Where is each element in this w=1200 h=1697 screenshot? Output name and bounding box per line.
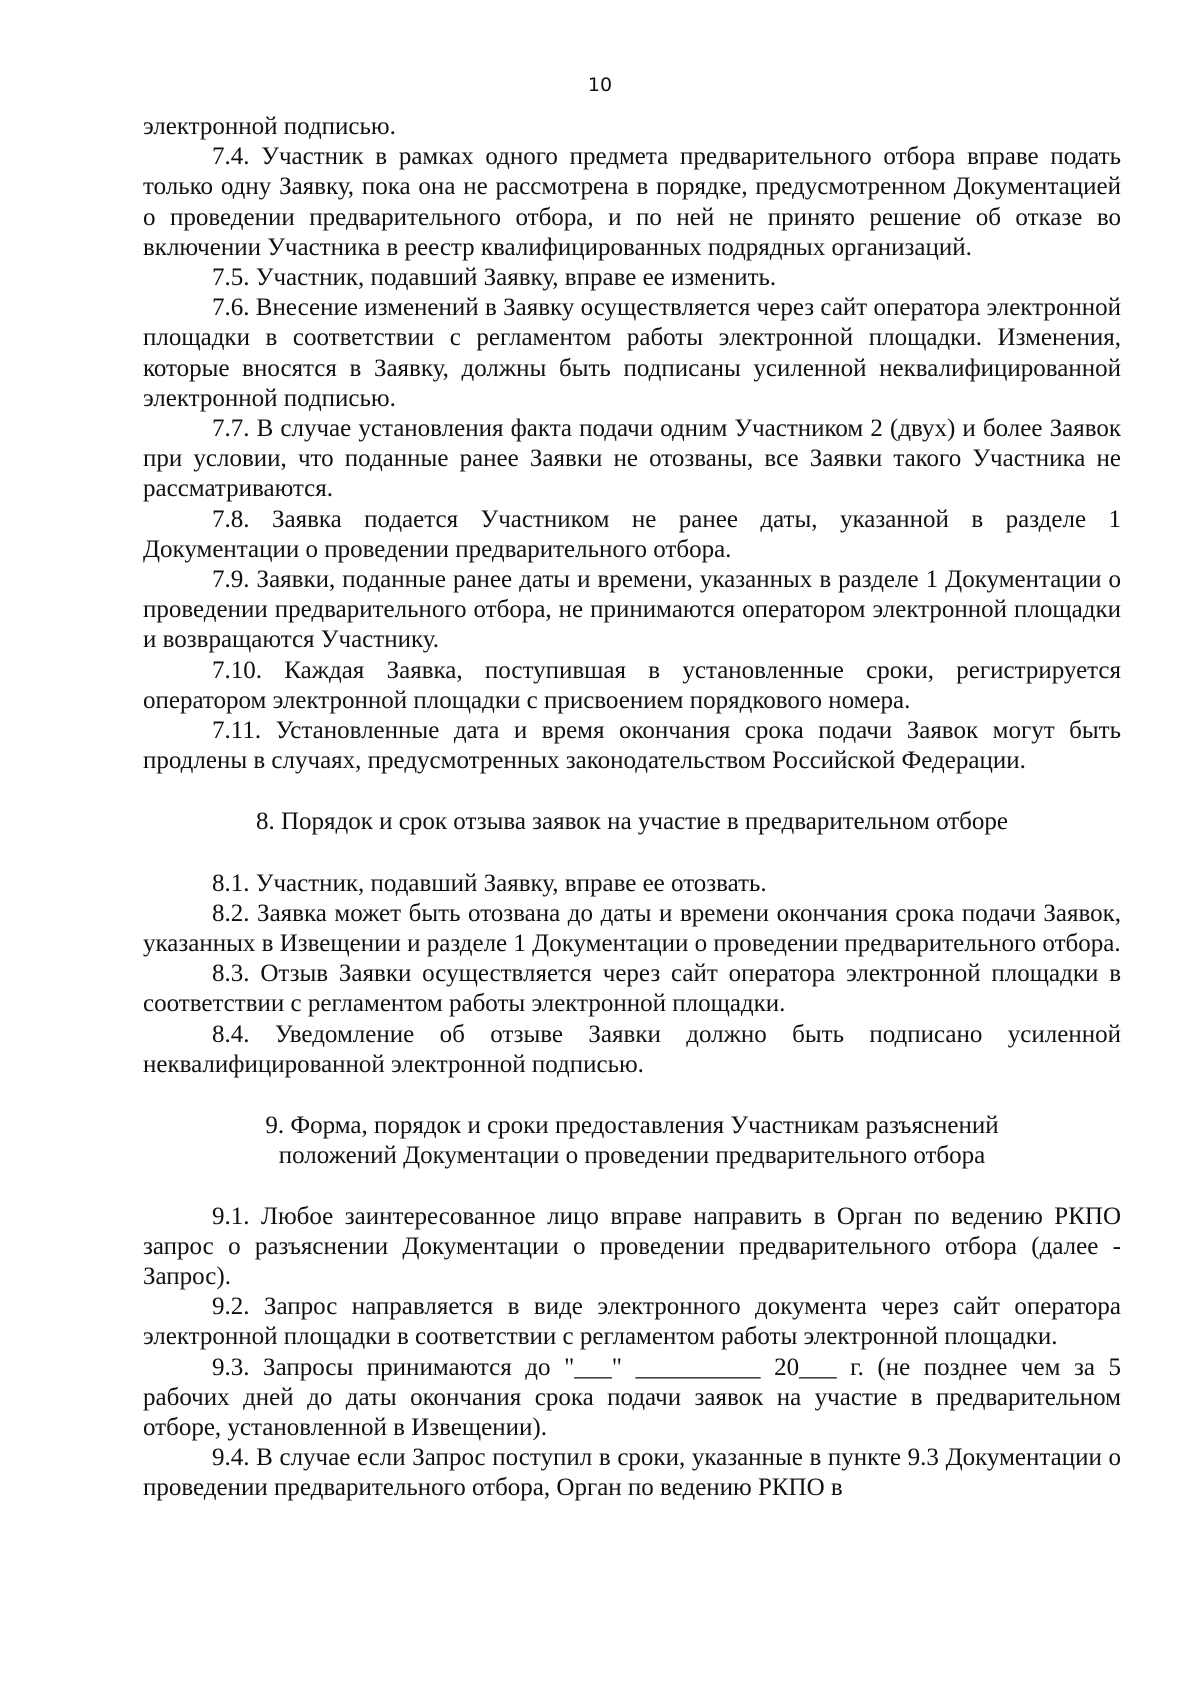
continuation-text: электронной подписью. xyxy=(143,113,396,140)
clause-7-7: 7.7. В случае установления факта подачи одним Участником 2 (двух) и более Заявок при условии, что поданные ранее Заявки не отозваны, все Заявки такого Участника не рассматриваются. xyxy=(143,415,1121,503)
section-9-heading-line-1: 9. Форма, порядок и сроки предоставления Участникам разъяснений xyxy=(265,1112,999,1140)
clause-9-2: 9.2. Запрос направляется в виде электронного документа через сайт оператора электронной площадки в соответствии с регламентом работы электронной площадки. xyxy=(143,1293,1121,1351)
clause-9-1: 9.1. Любое заинтересованное лицо вправе направить в Орган по ведению РКПО запрос о разъяснении Документации о проведении предварительного отбора (далее - Запрос). xyxy=(143,1202,1121,1290)
clause-7-11: 7.11. Установленные дата и время окончания срока подачи Заявок могут быть продлены в случаях, предусмотренных законодательством Российской Федерации. xyxy=(143,717,1121,775)
clause-7-4: 7.4. Участник в рамках одного предмета предварительного отбора вправе подать только одну Заявку, пока она не рассмотрена в порядке, предусмотренном Документацией о проведении предварительного отбора, и по ней не принято решение об отказе во включении Участника в реестр квалифицированных подрядных организаций. xyxy=(143,143,1121,261)
clause-7-9: 7.9. Заявки, поданные ранее даты и времени, указанных в разделе 1 Документации о проведении предварительного отбора, не принимаются оператором электронной площадки и возвращаются Участнику. xyxy=(143,566,1121,654)
document-body xyxy=(143,112,1121,1504)
clause-9-4: 9.4. В случае если Запрос поступил в сроки, указанные в пункте 9.3 Документации о проведении предварительного отбора, Орган по ведению РКПО в xyxy=(143,1444,1121,1502)
clause-7-8: 7.8. Заявка подается Участником не ранее даты, указанной в разделе 1 Документации о проведении предварительного отбора. xyxy=(143,505,1121,563)
section-9-heading-line-2: положений Документации о проведении предварительного отбора xyxy=(278,1142,986,1170)
clause-7-6: 7.6. Внесение изменений в Заявку осуществляется через сайт оператора электронной площадки в соответствии с регламентом работы электронной площадки. Изменения, которые вносятся в Заявку, должны быть подписаны усиленной неквалифицированной электронной подписью. xyxy=(143,294,1121,412)
clause-8-3: 8.3. Отзыв Заявки осуществляется через сайт оператора электронной площадки в соответствии с регламентом работы электронной площадки. xyxy=(143,960,1121,1018)
clause-8-2: 8.2. Заявка может быть отозвана до даты и времени окончания срока подачи Заявок, указанных в Извещении и разделе 1 Документации о проведении предварительного отбора. xyxy=(143,899,1121,958)
clause-8-4: 8.4. Уведомление об отзыве Заявки должно быть подписано усиленной неквалифицированной электронной подписью. xyxy=(143,1020,1121,1078)
clause-8-1: 8.1. Участник, подавший Заявку, вправе ее отозвать. xyxy=(212,869,767,897)
clause-9-3: 9.3. Запросы принимаются до "___" __________ 20___ г. (не позднее чем за 5 рабочих дней до даты окончания срока подачи заявок на участие в предварительном отборе, установленной в Извещении). xyxy=(143,1353,1121,1441)
clause-7-10: 7.10. Каждая Заявка, поступившая в установленные сроки, регистрируется оператором электронной площадки с присвоением порядкового номера. xyxy=(143,656,1121,714)
section-9-heading xyxy=(143,1111,1121,1171)
page-number: 10 xyxy=(587,74,613,96)
section-8-heading: 8. Порядок и срок отзыва заявок на участие в предварительном отборе xyxy=(256,808,1008,836)
clause-7-5: 7.5. Участник, подавший Заявку, вправе ее изменить. xyxy=(212,264,777,292)
